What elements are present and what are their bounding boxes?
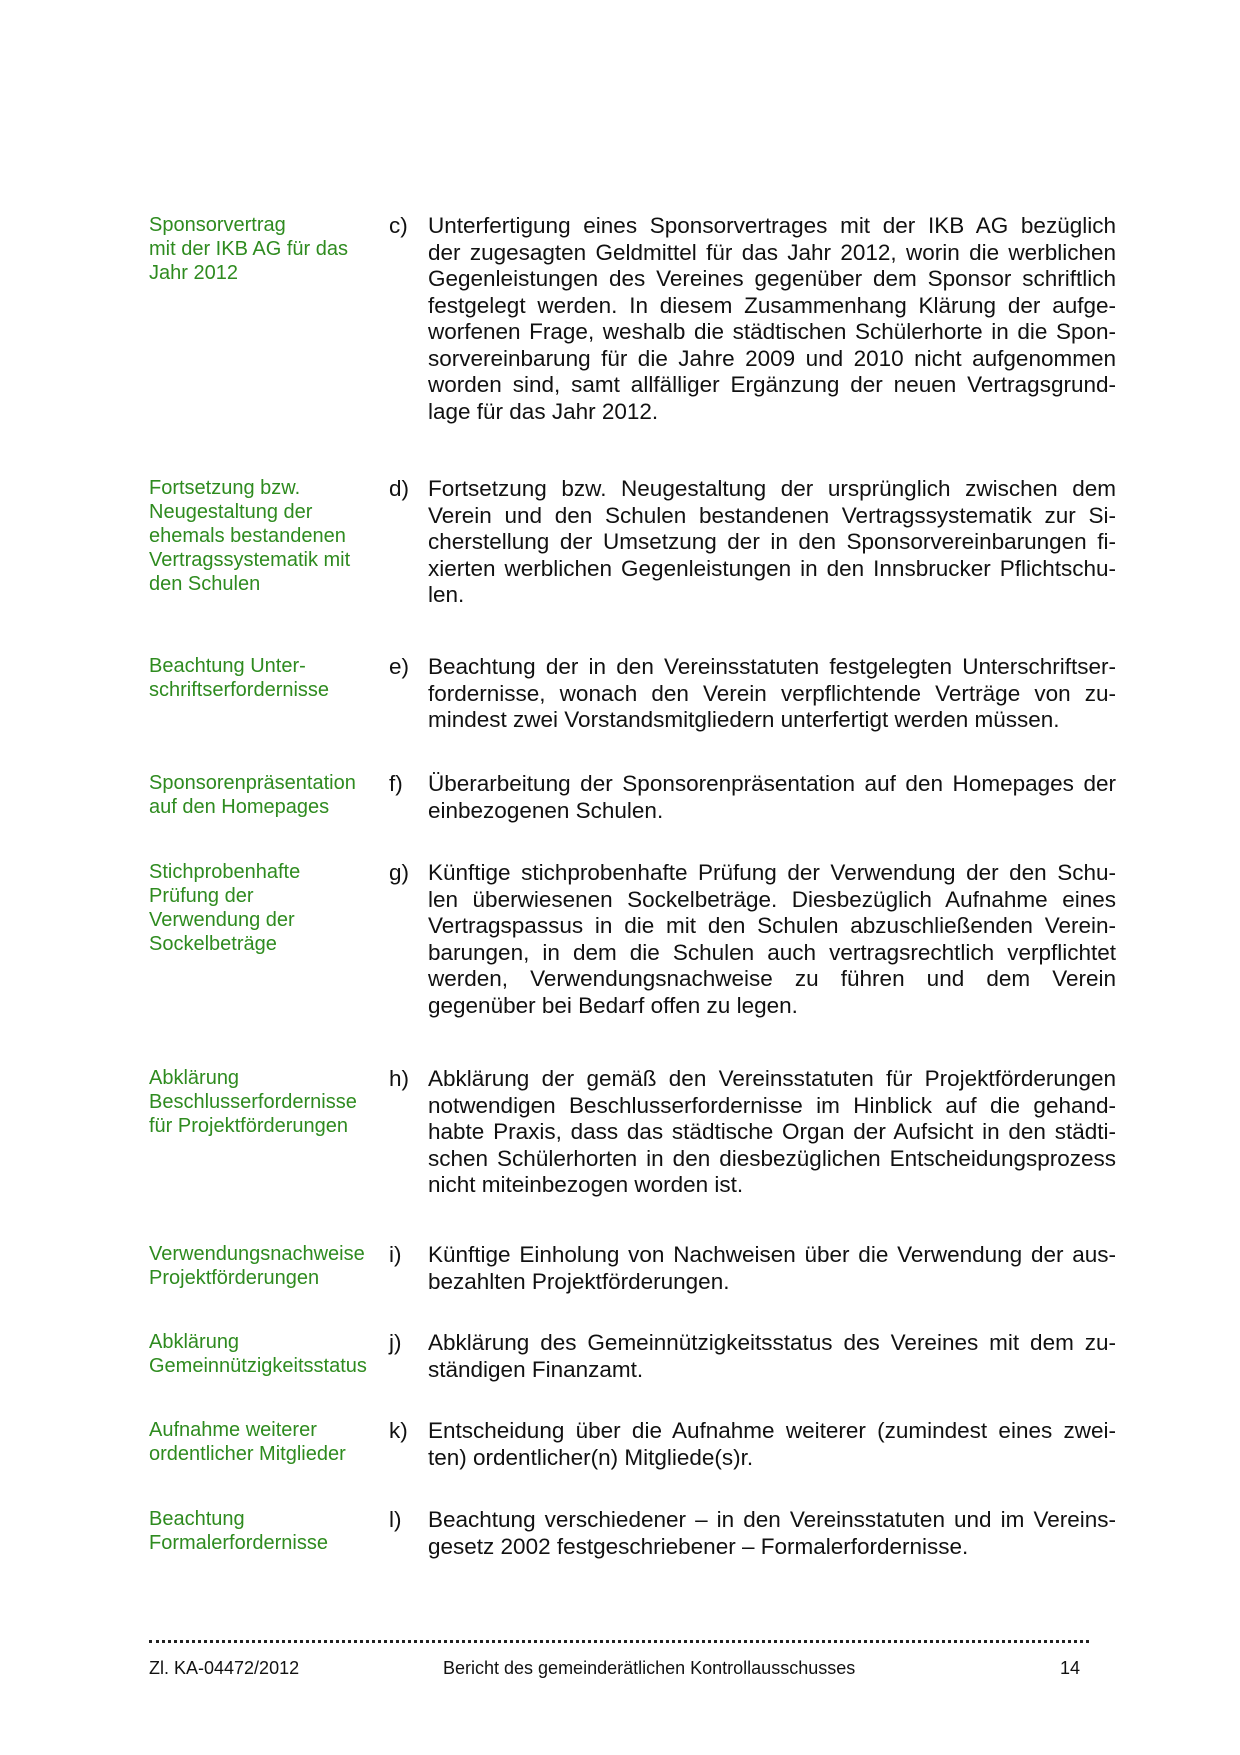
body-line: worfenen Frage, weshalb die städtischen Schülerhorte in die Spon- [428, 319, 1116, 344]
margin-note-line: für Projektförderungen [149, 1115, 349, 1137]
margin-note-line: Sponsorenpräsentation [149, 772, 356, 794]
body-line: Entscheidung über die Aufnahme weiterer (zumindest eines zwei- [428, 1418, 1116, 1443]
item-letter: f) [389, 771, 403, 796]
body-line: xierten werblichen Gegenleistungen in den Innsbrucker Pflichtschu- [428, 555, 1116, 581]
body-line: Beachtung der in den Vereinsstatuten festgelegten Unterschriftser- [428, 654, 1116, 679]
body-line: Künftige Einholung von Nachweisen über die Verwendung der aus- [428, 1242, 1116, 1267]
body-line: worden sind, samt allfälliger Ergänzung der neuen Vertragsgrund- [428, 372, 1116, 397]
margin-note-line: Verwendungsnachweise [149, 1243, 365, 1265]
body-line: fordernisse, wonach den Verein verpflichtende Verträge von zu- [428, 680, 1116, 706]
body-line: Verein und den Schulen bestandenen Vertragssystematik zur Si- [428, 502, 1116, 528]
item-body [428, 1330, 1116, 1383]
margin-note-line: Fortsetzung bzw. [149, 477, 301, 499]
margin-note-line: Sponsorvertrag [149, 214, 286, 236]
margin-note [149, 1066, 389, 1138]
margin-note-line: Beachtung Unter- [149, 655, 306, 677]
body-line: sorvereinbarung für die Jahre 2009 und 2010 nicht aufgenommen [428, 345, 1116, 371]
item-letter: h) [389, 1066, 410, 1091]
body-line: der zugesagten Geldmittel für das Jahr 2012, worin die werblichen [428, 239, 1116, 265]
margin-note-line: auf den Homepages [149, 796, 330, 818]
margin-note [149, 1242, 389, 1290]
item-body [428, 1507, 1116, 1560]
body-line: Abklärung der gemäß den Vereinsstatuten für Projektförderungen [428, 1066, 1116, 1091]
margin-note-line: Gemeinnützigkeitsstatus [149, 1355, 367, 1377]
footer-divider [149, 1640, 1089, 1643]
item-body [428, 1242, 1116, 1295]
margin-note [149, 1507, 389, 1555]
body-line: festgelegt werden. In diesem Zusammenhang Klärung der aufge- [428, 292, 1116, 318]
body-line: schen Schülerhorten in den diesbezüglichen Entscheidungsprozess [428, 1145, 1116, 1171]
margin-note [149, 771, 389, 819]
body-line: habte Praxis, dass das städtische Organ der Aufsicht in den städti- [428, 1119, 1116, 1144]
item-body [428, 771, 1116, 824]
item-letter: d) [389, 476, 410, 501]
margin-note-line: schriftserfordernisse [149, 679, 330, 701]
footer-title: Bericht des gemeinderätlichen Kontrollausschusses [443, 1658, 856, 1678]
item-letter: l) [389, 1507, 402, 1532]
item-letter: e) [389, 654, 410, 679]
margin-note-line: Jahr 2012 [149, 262, 238, 284]
item-body [428, 860, 1116, 1019]
body-line: Künftige stichprobenhafte Prüfung der Verwendung der den Schu- [428, 860, 1116, 885]
margin-note-line: Vertragssystematik mit [149, 549, 351, 571]
item-letter: c) [389, 213, 408, 238]
item-body [428, 1066, 1116, 1199]
body-line: mindest zwei Vorstandsmitgliedern unterfertigt werden müssen. [428, 707, 1060, 732]
margin-note-line: Formalerfordernisse [149, 1532, 328, 1554]
margin-note-line: ehemals bestandenen [149, 525, 346, 547]
body-line: Vertragspassus in die mit den Schulen abzuschließenden Verein- [428, 913, 1116, 938]
body-line: werden, Verwendungsnachweise zu führen und dem Verein [428, 966, 1116, 991]
item-letter: g) [389, 860, 410, 885]
margin-note [149, 1418, 389, 1466]
body-line: bezahlten Projektförderungen. [428, 1268, 730, 1294]
item-body [428, 213, 1116, 425]
footer-reference: Zl. KA-04472/2012 [149, 1658, 300, 1678]
body-line: len. [428, 582, 465, 607]
body-line: Beachtung verschiedener – in den Vereinsstatuten und im Vereins- [428, 1507, 1116, 1532]
body-line: Gegenleistungen des Vereines gegenüber dem Sponsor schriftlich [428, 266, 1116, 291]
margin-note [149, 213, 389, 285]
margin-note-line: Projektförderungen [149, 1267, 320, 1289]
item-letter: i) [389, 1242, 402, 1267]
margin-note [149, 860, 389, 956]
margin-note-line: Verwendung der [149, 909, 295, 931]
margin-note-line: Beachtung [149, 1508, 245, 1530]
item-letter: j) [389, 1330, 402, 1355]
body-line: Abklärung des Gemeinnützigkeitsstatus des Vereines mit dem zu- [428, 1330, 1116, 1355]
body-line: ständigen Finanzamt. [428, 1356, 644, 1382]
body-line: len überwiesenen Sockelbeträge. Diesbezüglich Aufnahme eines [428, 886, 1116, 912]
margin-note-line: Sockelbeträge [149, 933, 277, 955]
margin-note-line: mit der IKB AG für das [149, 238, 348, 260]
body-line: barungen, in dem die Schulen auch vertragsrechtlich verpflichtet [428, 939, 1116, 965]
margin-note [149, 654, 389, 702]
margin-note [149, 476, 389, 596]
item-letter: k) [389, 1418, 408, 1443]
body-line: notwendigen Beschlusserfordernisse im Hinblick auf die gehand- [428, 1092, 1116, 1118]
item-body [428, 654, 1116, 734]
item-body [428, 1418, 1116, 1471]
item-body [428, 476, 1116, 609]
body-line: Unterfertigung eines Sponsorvertrages mit der IKB AG bezüglich [428, 213, 1116, 238]
margin-note-line: Beschlusserfordernisse [149, 1091, 357, 1113]
body-line: gegenüber bei Bedarf offen zu legen. [428, 992, 798, 1018]
margin-note-line: Abklärung [149, 1067, 240, 1089]
body-line: einbezogenen Schulen. [428, 797, 664, 823]
body-line: Fortsetzung bzw. Neugestaltung der ursprünglich zwischen dem [428, 476, 1116, 501]
body-line: cherstellung der Umsetzung der in den Sponsorvereinbarungen fi- [428, 529, 1116, 554]
page-number: 14 [1060, 1658, 1081, 1678]
margin-note-line: Aufnahme weiterer [149, 1419, 317, 1441]
body-line: ten) ordentlicher(n) Mitgliede(s)r. [428, 1444, 754, 1470]
body-line: Überarbeitung der Sponsorenpräsentation auf den Homepages der [428, 771, 1116, 796]
body-line: lage für das Jahr 2012. [428, 398, 659, 424]
margin-note-line: Stichprobenhafte [149, 861, 301, 883]
margin-note [149, 1330, 389, 1378]
margin-note-line: Abklärung [149, 1331, 240, 1353]
margin-note-line: Neugestaltung der [149, 501, 313, 523]
margin-note-line: den Schulen [149, 573, 261, 595]
margin-note-line: ordentlicher Mitglieder [149, 1443, 346, 1465]
body-line: nicht miteinbezogen worden ist. [428, 1172, 744, 1197]
margin-note-line: Prüfung der [149, 885, 254, 907]
body-line: gesetz 2002 festgeschriebener – Formalerfordernisse. [428, 1533, 969, 1559]
